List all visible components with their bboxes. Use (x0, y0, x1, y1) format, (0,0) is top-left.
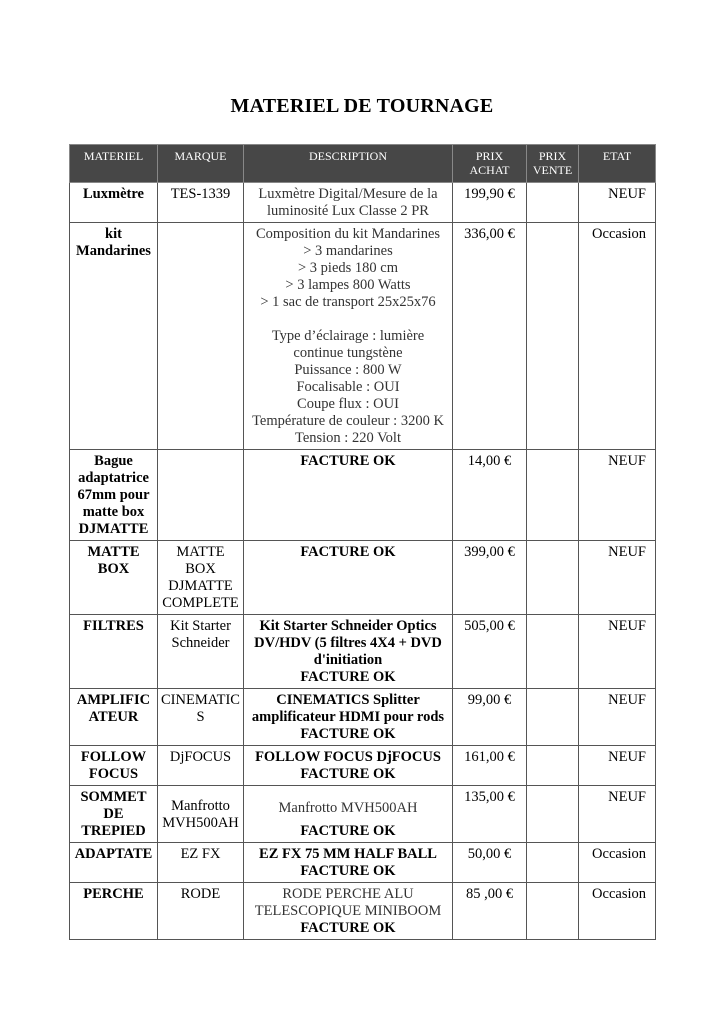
description-line: FACTURE OK (300, 920, 396, 936)
cell-prix-vente (527, 541, 579, 615)
cell-marque: MATTE BOX DJMATTE COMPLETE (158, 541, 244, 615)
table-row (70, 183, 656, 223)
cell-prix-vente (527, 746, 579, 786)
header-prix-achat-line1: PRIX (475, 149, 504, 163)
cell-prix-achat: 199,90 € (453, 183, 527, 223)
cell-description (244, 786, 453, 843)
cell-etat: Occasion (579, 883, 656, 940)
cell-prix-vente (527, 223, 579, 450)
cell-etat: NEUF (579, 450, 656, 541)
cell-materiel: MATTE BOX (70, 541, 158, 615)
header-prix-vente (527, 145, 579, 183)
cell-marque (158, 450, 244, 541)
cell-etat: NEUF (579, 689, 656, 746)
description-line: Manfrotto MVH500AH (278, 800, 418, 816)
table-row (70, 843, 656, 883)
cell-description (244, 883, 453, 940)
cell-prix-achat: 399,00 € (453, 541, 527, 615)
description-line: Type d’éclairage : lumière continue tungstène (271, 328, 425, 361)
cell-materiel: kit Mandarines (70, 223, 158, 450)
cell-prix-vente (527, 786, 579, 843)
cell-etat: NEUF (579, 746, 656, 786)
description-line: > 1 sac de transport 25x25x76 (260, 294, 436, 310)
cell-etat: Occasion (579, 223, 656, 450)
description-line: FACTURE OK (300, 544, 396, 560)
cell-materiel: SOMMET DE TREPIED (70, 786, 158, 843)
cell-prix-achat: 505,00 € (453, 615, 527, 689)
table-row (70, 689, 656, 746)
cell-etat: NEUF (579, 786, 656, 843)
cell-description (244, 615, 453, 689)
header-materiel: MATERIEL (70, 145, 158, 183)
cell-materiel: Bague adaptatrice 67mm pour matte box DJMATTE (70, 450, 158, 541)
table-row (70, 746, 656, 786)
description-line: Focalisable : OUI (296, 379, 400, 395)
description-line: FACTURE OK (300, 766, 396, 782)
cell-prix-vente (527, 843, 579, 883)
description-line: Composition du kit Mandarines (255, 226, 441, 242)
header-marque: MARQUE (158, 145, 244, 183)
equipment-table (69, 144, 656, 940)
cell-description (244, 541, 453, 615)
description-line: FACTURE OK (300, 863, 396, 879)
cell-prix-achat: 135,00 € (453, 786, 527, 843)
cell-materiel: AMPLIFICATEUR (70, 689, 158, 746)
cell-description (244, 689, 453, 746)
cell-marque: TES-1339 (158, 183, 244, 223)
cell-materiel: FILTRES (70, 615, 158, 689)
description-line: Luxmètre Digital/Mesure de la luminosité Lux Classe 2 PR (258, 186, 438, 219)
description-line: Coupe flux : OUI (297, 396, 399, 412)
cell-marque: Manfrotto MVH500AH (158, 786, 244, 843)
cell-materiel: Luxmètre (70, 183, 158, 223)
cell-description (244, 183, 453, 223)
table-header-row (70, 145, 656, 183)
cell-prix-vente (527, 615, 579, 689)
cell-etat: NEUF (579, 183, 656, 223)
description-line: > 3 lampes 800 Watts (285, 277, 411, 293)
description-line: FACTURE OK (300, 823, 396, 839)
description-line: > 3 mandarines (303, 243, 393, 259)
cell-marque: Kit Starter Schneider (158, 615, 244, 689)
description-line: Tension : 220 Volt (294, 430, 401, 446)
cell-marque (158, 223, 244, 450)
description-line: Kit Starter Schneider Optics DV/HDV (5 filtres 4X4 + DVD d'initiation (254, 618, 442, 668)
cell-prix-achat: 14,00 € (453, 450, 527, 541)
cell-etat: NEUF (579, 615, 656, 689)
cell-materiel: PERCHE (70, 883, 158, 940)
header-etat: ETAT (579, 145, 656, 183)
table-row (70, 615, 656, 689)
description-line: Puissance : 800 W (294, 362, 402, 378)
cell-prix-achat: 161,00 € (453, 746, 527, 786)
cell-marque: RODE (158, 883, 244, 940)
cell-description (244, 843, 453, 883)
cell-prix-vente (527, 450, 579, 541)
description-line: FOLLOW FOCUS DjFOCUS (255, 749, 441, 765)
description-line: EZ FX 75 MM HALF BALL (259, 846, 437, 862)
cell-prix-achat: 85 ,00 € (453, 883, 527, 940)
cell-marque: CINEMATICS (158, 689, 244, 746)
header-prix-achat-line2: ACHAT (469, 163, 510, 177)
cell-prix-achat: 50,00 € (453, 843, 527, 883)
header-prix-achat (453, 145, 527, 183)
cell-prix-vente (527, 689, 579, 746)
cell-materiel: FOLLOW FOCUS (70, 746, 158, 786)
cell-description (244, 746, 453, 786)
table-row (70, 223, 656, 450)
table-row (70, 541, 656, 615)
cell-materiel: ADAPTATE (70, 843, 158, 883)
description-line: FACTURE OK (300, 453, 396, 469)
table-row (70, 786, 656, 843)
table-row (70, 450, 656, 541)
description-line: > 3 pieds 180 cm (298, 260, 398, 276)
cell-description (244, 223, 453, 450)
cell-marque: DjFOCUS (158, 746, 244, 786)
header-prix-vente-line1: PRIX (538, 149, 567, 163)
cell-etat: NEUF (579, 541, 656, 615)
cell-description (244, 450, 453, 541)
header-description: DESCRIPTION (244, 145, 453, 183)
cell-prix-achat: 336,00 € (453, 223, 527, 450)
cell-prix-achat: 99,00 € (453, 689, 527, 746)
table-row (70, 883, 656, 940)
cell-etat: Occasion (579, 843, 656, 883)
description-line: CINEMATICS Splitter amplificateur HDMI pour rods (251, 692, 445, 725)
cell-prix-vente (527, 183, 579, 223)
description-line: FACTURE OK (300, 726, 396, 742)
description-line: FACTURE OK (300, 669, 396, 685)
description-line: Température de couleur : 3200 K (252, 413, 444, 429)
cell-prix-vente (527, 883, 579, 940)
description-line: RODE PERCHE ALU TELESCOPIQUE MINIBOOM (254, 886, 442, 919)
page-title: MATERIEL DE TOURNAGE (230, 95, 494, 117)
cell-marque: EZ FX (158, 843, 244, 883)
header-prix-vente-line2: VENTE (532, 163, 573, 177)
